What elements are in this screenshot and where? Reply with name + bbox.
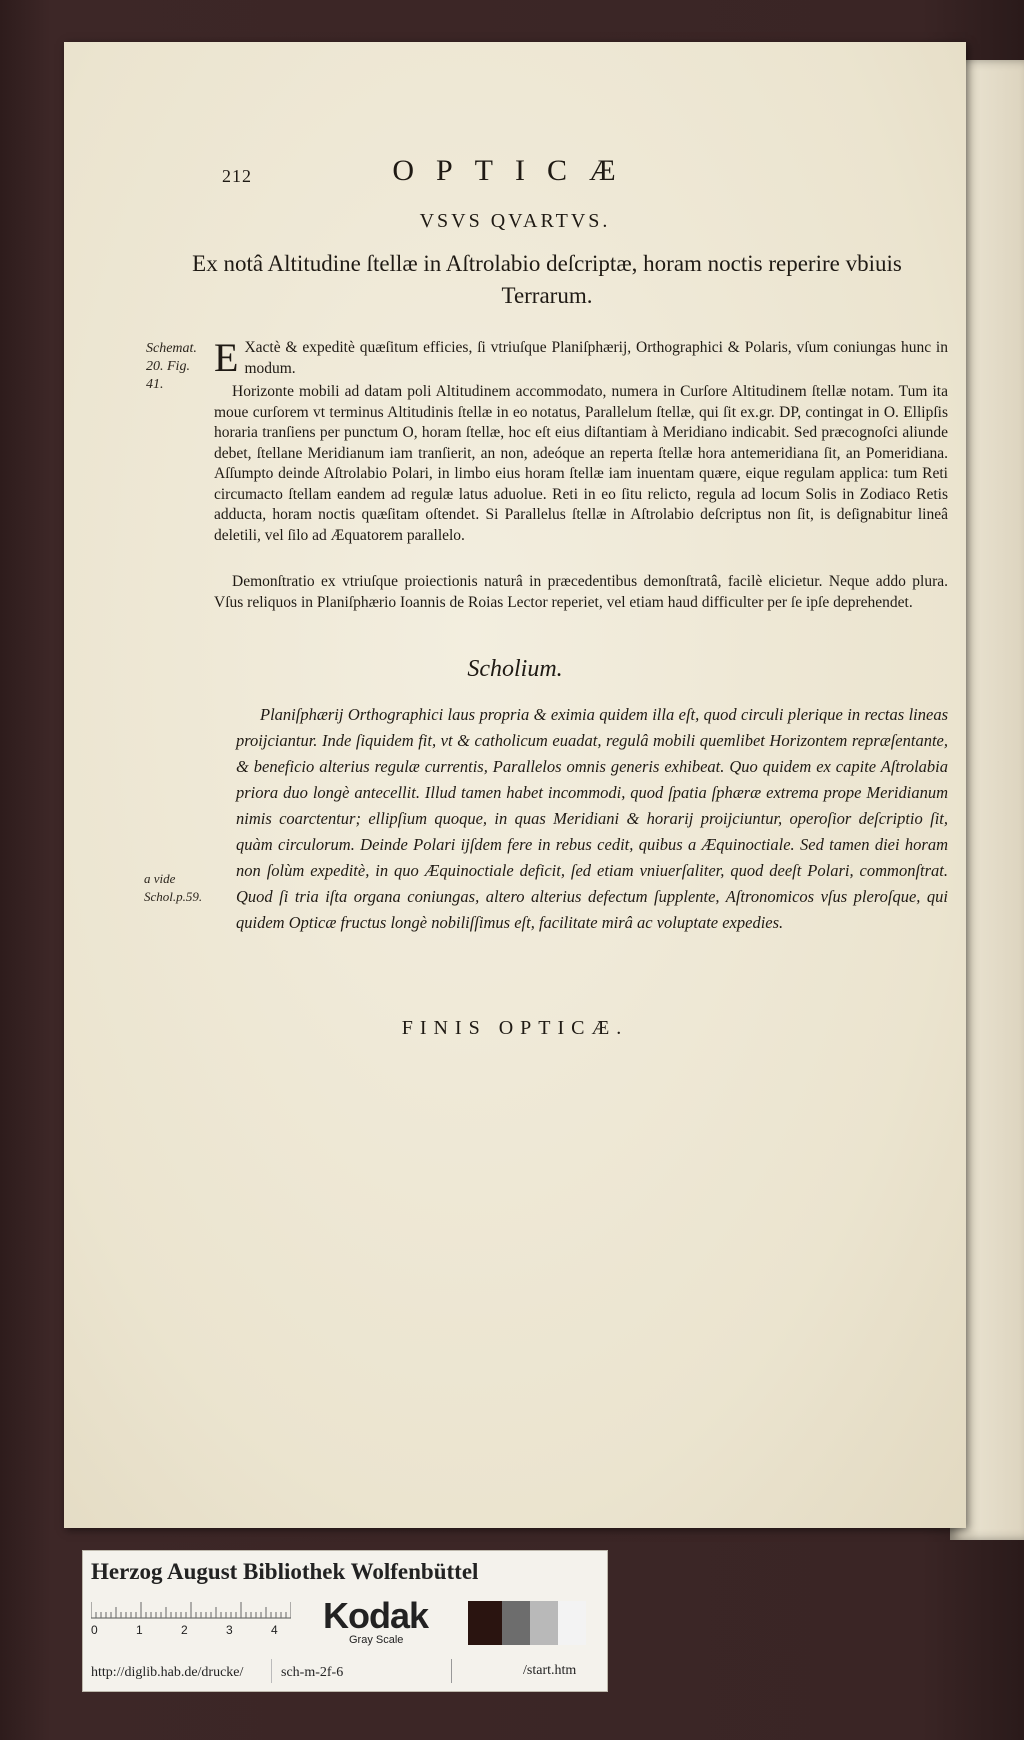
book-page [64, 42, 966, 1528]
ruler-label: 4 [271, 1623, 278, 1637]
gray-patch [530, 1601, 558, 1645]
gray-patch [558, 1601, 586, 1645]
url-base: http://diglib.hab.de/drucke/ [91, 1665, 244, 1680]
ruler-scale [91, 1599, 291, 1619]
library-name: Herzog August Bibliothek Wolfenbüttel [91, 1559, 479, 1584]
margin-note-schema: Schemat. 20. Fig. 41. [146, 341, 197, 392]
paragraph-1 [214, 335, 948, 380]
gray-patches [468, 1601, 586, 1645]
dropcap: E [214, 335, 239, 380]
gray-patch [502, 1601, 530, 1645]
paragraph-1-text: Xactè & expeditè quæſitum efficies, ſi vtriuſque Planiſphærij, Orthographici & Polaris, vſum coniungas hunc in modum. [244, 339, 948, 377]
paragraph-3: Demonſtratio ex vtriuſque proiectionis naturâ in præcedentibus demonſtratâ, facilè elicietur. Neque addo plura. Vſus reliquos in Planiſphærio Ioannis de Roias Lector reperiet, vel etiam haud difficulter per ſe ipſe deprehendet. [214, 573, 948, 611]
page-number: 212 [222, 166, 252, 186]
margin-note-vide: a vide Schol.p.59. [144, 871, 203, 904]
ruler-label: 0 [91, 1623, 98, 1637]
ruler-label: 1 [136, 1623, 143, 1637]
kodak-logo: Kodak [323, 1595, 429, 1636]
url-start: /start.htm [523, 1663, 577, 1678]
library-color-bar [82, 1550, 608, 1692]
ruler-label: 3 [226, 1623, 233, 1637]
finis-heading: FINIS OPTICÆ. [401, 1017, 629, 1039]
scholium-text: Planiſphærij Orthographici laus propria & eximia quidem illa eſt, quod circuli plerique in rectas lineas proijciantur. Inde ſiquidem fit, vt & catholicum euadat, regulâ mobili quemlibet Horizontem repræſentante, & beneficio alterius regulæ currentis, Parallelos omnis generis exhibeat. Quo quidem ex capite Aſtrolabia priora duo longè antecellit. Illud tamen habet incommodi, quod ſpatia ſphæræ extrema prope Meridianum nimis coarctentur; ellipſium quoque, in quas Meridiani & horarij proijciuntur, operoſior deſcriptio ſit, quàm circulorum. Deinde Polari ijſdem fere in rebus cedit, quibus a Æquinoctiale. Sed tamen diei horam non ſolùm expeditè, in quo Æquinoctiale deficit, ſed etiam vniuerſaliter, quod deeſt Polari, commonſtrat. Quod ſi tria iſta organa coniungas, altero alterius defectum ſupplente, Aſtronomicos vſus pleroſque, qui quidem Opticæ fructus longè nobiliſſimus eſt, facilitate mirâ ac voluptate expedies. [236, 705, 948, 932]
gray-scale-label: Gray Scale [349, 1634, 404, 1646]
section-title: Ex notâ Altitudine ſtellæ in Aſtrolabio deſcriptæ, horam noctis reperire vbiuis Terrarum. [192, 251, 902, 308]
divider [451, 1659, 452, 1683]
paragraph-2: Horizonte mobili ad datam poli Altitudinem accommodato, numera in Curſore Altitudinem ſtellæ notam. Tum ita moue curſorem vt terminus Altitudinis ſtellæ in eo notatus, Parallelum ſtellæ, qui ſit ex.gr. DP, contingat in O. Ellipſis horaria tranſiens per punctum O, horam ſtellæ, hoc eſt eius diſtantiam à Meridiano indicabit. Sed præcognoſci aliunde debet, ſtellane Meridianum iam tranſierit, an non, adeóque an reperta ſtellæ hora antemeridiana ſit, an Pomeridiana. Aſſumpto deinde Aſtrolabio Polari, in limbo eius horam ſtellæ iam inuentam quære, eique regulam applica: tum Reti circumacto ſtellam eandem ad regulæ latus aduolue. Reti in eo ſitu relicto, regula ad locum Solis in Zodiaco Retis adducta, horam noctis quæſitam oſtendet. Si Parallelus ſtellæ in Aſtrolabio deſcriptus non ſit, is deſignabitur lineâ deletili, vel ſilo ad Æquatorem parallelo. [214, 383, 948, 544]
usus-heading: VSVS QVARTVS. [419, 210, 611, 232]
scholium-title: Scholium. [467, 656, 563, 682]
url-shelfmark: sch-m-2f-6 [281, 1665, 344, 1680]
running-head: OPTICÆ [392, 154, 638, 187]
ruler-label: 2 [181, 1623, 188, 1637]
gray-patch [468, 1601, 502, 1645]
divider [271, 1659, 272, 1683]
